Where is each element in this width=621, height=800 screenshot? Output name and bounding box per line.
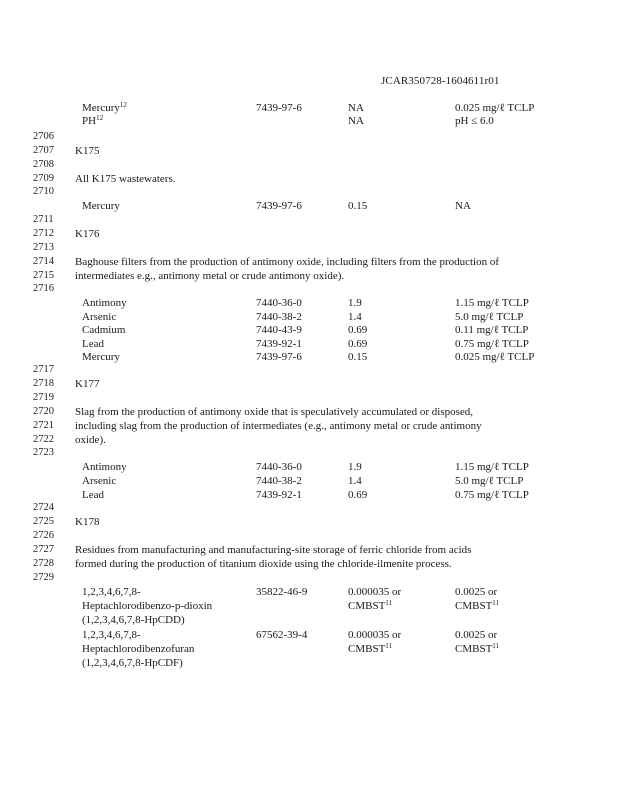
table-row-wastewater: NA (348, 102, 364, 114)
line-number: 2729 (33, 572, 54, 583)
table-row-standard: 5.0 mg/ℓ TCLP (455, 475, 524, 487)
table-row-standard: pH ≤ 6.0 (455, 115, 494, 127)
table-row-wastewater: 0.000035 or (348, 586, 402, 598)
line-number: 2719 (33, 392, 54, 403)
table-row-name: Antimony (82, 297, 127, 309)
table-row-standard: 0.11 mg/ℓ TCLP (455, 324, 529, 336)
table-row-name: Mercury (82, 351, 120, 363)
line-number: 2711 (33, 214, 54, 225)
waste-code-k177: K177 (75, 378, 100, 390)
line-number: 2716 (33, 283, 54, 294)
table-row-standard: CMBST$^{11}$ (455, 642, 500, 655)
line-number: 2707 (33, 145, 54, 156)
line-number: 2721 (33, 420, 54, 431)
line-number: 2725 (33, 516, 54, 527)
line-number: 2714 (33, 256, 54, 267)
table-row-wastewater: 0.000035 or (348, 629, 402, 641)
table-row-cas: 7440-38-2 (256, 311, 302, 323)
table-row-wastewater: 0.15 (348, 351, 368, 363)
waste-description: Slag from the production of antimony oxide that is speculatively accumulated or disposed, (75, 406, 474, 418)
table-row-name: (1,2,3,4,6,7,8-HpCDD) (82, 614, 185, 626)
table-row-wastewater: 0.69 (348, 489, 368, 501)
table-row-name: Arsenic (82, 311, 117, 323)
table-row-wastewater: CMBST$^{11}$ (348, 642, 393, 655)
table-row-standard: CMBST$^{11}$ (455, 599, 500, 612)
table-row-standard: 0.025 mg/ℓ TCLP (455, 351, 535, 363)
table-row-name: Heptachlorodibenzo-p-dioxin (82, 600, 213, 612)
waste-code-k175: K175 (75, 145, 100, 157)
table-row-cas: 67562-39-4 (256, 629, 308, 641)
table-row-wastewater: NA (348, 115, 364, 127)
line-number: 2709 (33, 173, 54, 184)
waste-description: intermediates e.g., antimony metal or crude antimony oxide). (75, 270, 345, 282)
table-row-cas: 7439-97-6 (256, 200, 302, 212)
waste-code-k178: K178 (75, 516, 100, 528)
table-row-cas: 7439-97-6 (256, 102, 302, 114)
line-number: 2726 (33, 530, 54, 541)
table-row-name: 1,2,3,4,6,7,8- (82, 629, 141, 641)
line-number: 2708 (33, 159, 54, 170)
table-row-wastewater: 0.69 (348, 338, 368, 350)
line-number: 2712 (33, 228, 54, 239)
table-row-cas: 7439-92-1 (256, 338, 302, 350)
table-row-cas: 35822-46-9 (256, 586, 308, 598)
table-row-cas: 7440-36-0 (256, 297, 302, 309)
line-number: 2728 (33, 558, 54, 569)
table-row-wastewater: 1.9 (348, 461, 362, 473)
table-row-wastewater: 1.9 (348, 297, 362, 309)
line-number: 2723 (33, 447, 54, 458)
line-number: 2724 (33, 502, 54, 513)
waste-description: All K175 wastewaters. (75, 173, 176, 185)
waste-description: formed during the production of titanium dioxide using the chloride-ilmenite process. (75, 558, 452, 570)
document-id: JCAR350728-1604611r01 (381, 75, 500, 87)
table-row-name: Lead (82, 489, 104, 501)
table-row-wastewater: 1.4 (348, 311, 362, 323)
table-row-name: Mercury$^{12}$ (82, 101, 127, 114)
line-number: 2715 (33, 270, 54, 281)
table-row-name: (1,2,3,4,6,7,8-HpCDF) (82, 657, 183, 669)
table-row-cas: 7439-92-1 (256, 489, 302, 501)
table-row-name: Arsenic (82, 475, 117, 487)
table-row-cas: 7440-43-9 (256, 324, 302, 336)
line-number: 2713 (33, 242, 54, 253)
table-row-standard: 1.15 mg/ℓ TCLP (455, 461, 529, 473)
table-row-name: Mercury (82, 200, 120, 212)
table-row-wastewater: 1.4 (348, 475, 362, 487)
table-row-wastewater: 0.69 (348, 324, 368, 336)
table-row-standard: 0.75 mg/ℓ TCLP (455, 489, 529, 501)
line-number: 2720 (33, 406, 54, 417)
table-row-name: Cadmium (82, 324, 126, 336)
table-row-standard: 0.75 mg/ℓ TCLP (455, 338, 529, 350)
line-number: 2710 (33, 186, 54, 197)
table-row-wastewater: CMBST$^{11}$ (348, 599, 393, 612)
waste-description: Residues from manufacturing and manufacturing-site storage of ferric chloride from acids (75, 544, 472, 556)
table-row-cas: 7440-36-0 (256, 461, 302, 473)
line-number: 2717 (33, 364, 54, 375)
table-row-standard: NA (455, 200, 471, 212)
waste-code-k176: K176 (75, 228, 100, 240)
table-row-standard: 0.0025 or (455, 629, 498, 641)
line-number: 2718 (33, 378, 54, 389)
waste-description: including slag from the production of intermediates (e.g., antimony metal or crude antimony (75, 420, 482, 432)
table-row-name: Lead (82, 338, 104, 350)
line-number: 2727 (33, 544, 54, 555)
table-row-cas: 7439-97-6 (256, 351, 302, 363)
table-row-standard: 0.025 mg/ℓ TCLP (455, 102, 535, 114)
table-row-name: 1,2,3,4,6,7,8- (82, 586, 141, 598)
table-row-wastewater: 0.15 (348, 200, 368, 212)
table-row-name: Heptachlorodibenzofuran (82, 643, 195, 655)
waste-description: Baghouse filters from the production of antimony oxide, including filters from the production of (75, 256, 500, 268)
table-row-name: Antimony (82, 461, 127, 473)
line-number: 2722 (33, 434, 54, 445)
table-row-name: PH$^{12}$ (82, 114, 104, 127)
line-number: 2706 (33, 131, 54, 142)
waste-description: oxide). (75, 434, 106, 446)
table-row-standard: 1.15 mg/ℓ TCLP (455, 297, 529, 309)
table-row-cas: 7440-38-2 (256, 475, 302, 487)
table-row-standard: 0.0025 or (455, 586, 498, 598)
table-row-standard: 5.0 mg/ℓ TCLP (455, 311, 524, 323)
